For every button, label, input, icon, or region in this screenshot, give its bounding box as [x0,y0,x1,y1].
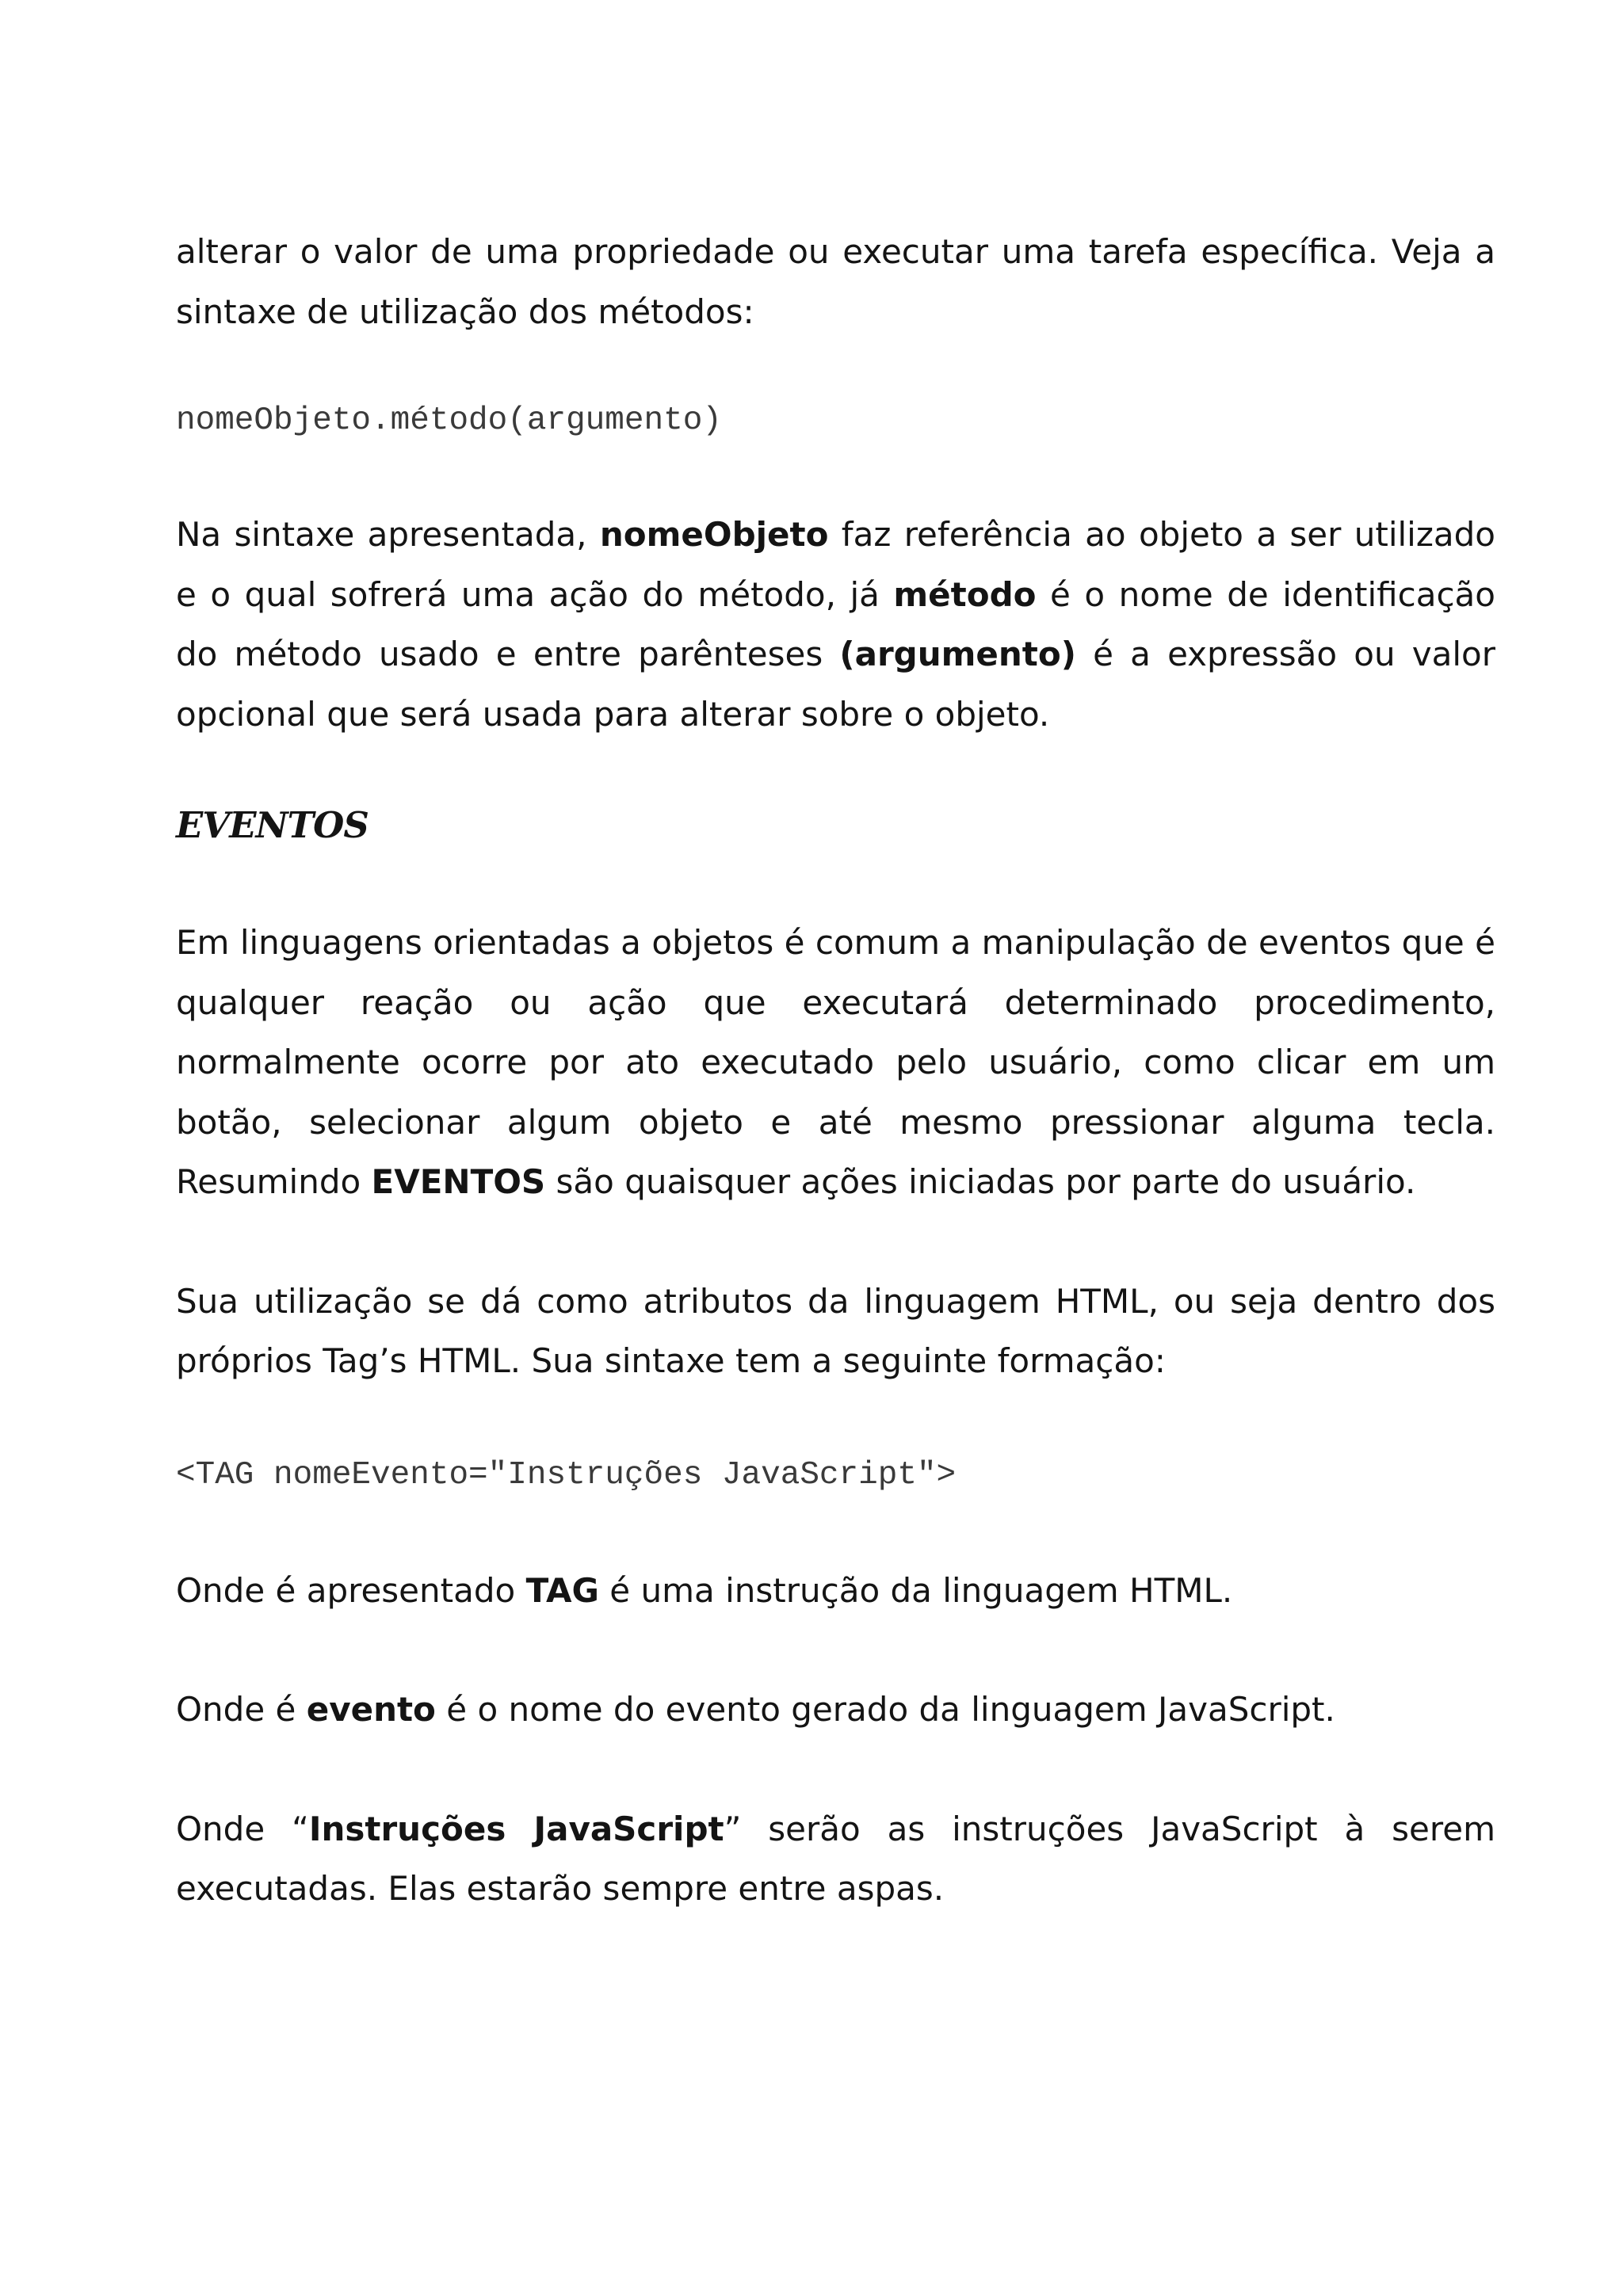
text-span: é o nome de identificação do método usado e entre parênteses [176,574,1495,673]
text-span: é uma instrução da linguagem HTML. [598,1570,1233,1610]
paragraph-line: alterar o valor de uma propriedade ou executar uma tarefa específica. Veja a [176,232,1495,271]
paragraph-events-usage: Sua utilização se dá como atributos da linguagem HTML, ou seja dentro dos próprios Tag’s HTML. Sua sintaxe tem a seguinte formação: [176,1281,1495,1380]
section-heading-eventos: EVENTOS [176,804,369,846]
bold-term-eventos: EVENTOS [371,1162,546,1201]
text-span: Em linguagens orientadas a objetos é comum a manipulação de eventos que é qualquer reação ou ação que executará determinado procedimento, normalmente ocorre por ato executado pelo usuário, como clicar em um botão, selecionar algum objeto e até mesmo pressionar alguma tecla. Resumindo [176,923,1495,1201]
paragraph-evento-explanation [176,1680,1495,1740]
paragraph-methods-intro [176,222,1495,341]
text-span: é o nome do evento gerado da linguagem JavaScript. [435,1690,1335,1729]
text-span: faz referência ao objeto a ser utilizado e o qual sofrerá uma ação do método, já [176,515,1495,614]
bold-term-argumento: (argumento) [839,635,1076,673]
code-event-syntax: <TAG nomeEvento="Instruções JavaScript"> [176,1456,957,1493]
paragraph-syntax-explanation [176,505,1495,744]
document-page [176,222,1495,1919]
text-span: Onde “ [176,1809,309,1848]
paragraph-line: sintaxe de utilização dos métodos: [176,292,754,331]
text-span: Onde é [176,1690,307,1729]
text-span: Na sintaxe apresentada, [176,515,600,554]
code-method-syntax: nomeObjeto.método(argumento) [176,402,722,439]
text-span: ” serão as instruções JavaScript à serem executadas. Elas estarão sempre entre aspas. [176,1809,1495,1908]
bold-term-evento: evento [306,1690,436,1729]
paragraph-tag-explanation [176,1561,1495,1621]
paragraph-events-definition [176,913,1495,1212]
bold-term-nomeobjeto: nomeObjeto [599,515,829,554]
bold-term-instrucoes-javascript: Instruções JavaScript [308,1809,724,1848]
bold-term-tag: TAG [525,1570,599,1610]
text-span: é a expressão ou valor opcional que será usada para alterar sobre o objeto. [176,635,1495,734]
bold-term-metodo: método [893,574,1037,614]
text-span: são quaisquer ações iniciadas por parte do usuário. [545,1162,1416,1201]
text-span: Onde é apresentado [176,1570,526,1610]
paragraph-instructions-explanation [176,1799,1495,1919]
